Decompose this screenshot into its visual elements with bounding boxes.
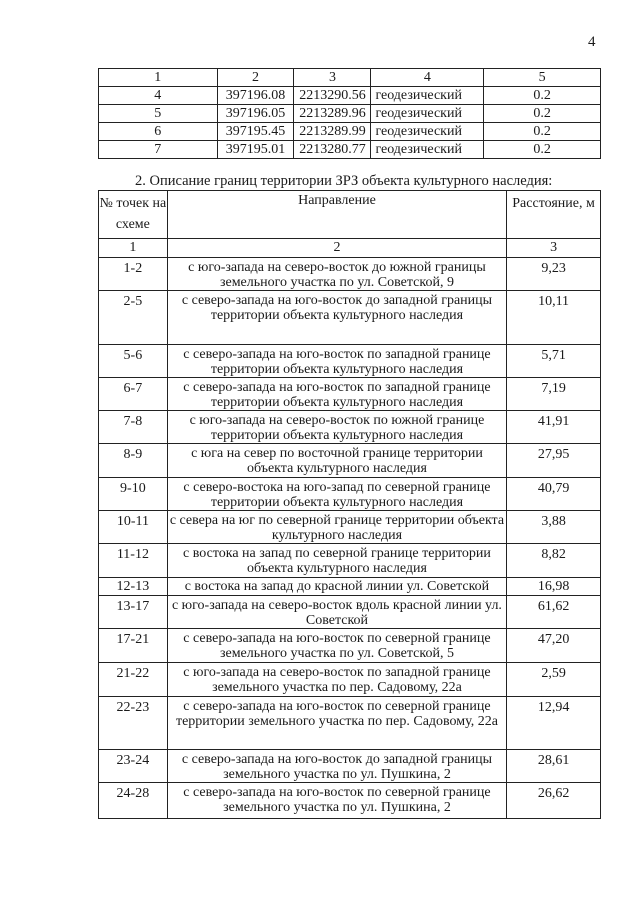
table-row bbox=[99, 783, 601, 819]
distance-cell: 40,79 bbox=[507, 478, 601, 511]
distance-cell: 47,20 bbox=[507, 629, 601, 663]
direction-cell: с юго-запада на северо-восток вдоль красной линии ул. Советской bbox=[167, 596, 506, 629]
points-cell: 2-5 bbox=[99, 291, 168, 345]
direction-cell: с северо-запада на юго-восток по северной границе земельного участка по ул. Пушкина, 2 bbox=[167, 783, 506, 819]
points-cell: 24-28 bbox=[99, 783, 168, 819]
points-cell: 22-23 bbox=[99, 697, 168, 750]
distance-cell: 7,19 bbox=[507, 378, 601, 411]
coord-y: 2213289.96 bbox=[294, 105, 371, 123]
distance-cell: 2,59 bbox=[507, 663, 601, 697]
distance-cell: 3,88 bbox=[507, 511, 601, 544]
points-cell: 23-24 bbox=[99, 750, 168, 783]
distance-cell: 61,62 bbox=[507, 596, 601, 629]
direction-cell: с востока на запад до красной линии ул. Советской bbox=[167, 578, 506, 596]
direction-cell: с юго-запада на северо-восток до южной границы земельного участка по ул. Советской, 9 bbox=[167, 258, 506, 291]
direction-cell: с северо-востока на юго-запад по северной границе территории объекта культурного наследия bbox=[167, 478, 506, 511]
table-row bbox=[99, 141, 601, 159]
table-row bbox=[99, 123, 601, 141]
distance-cell: 5,71 bbox=[507, 345, 601, 378]
points-cell: 21-22 bbox=[99, 663, 168, 697]
direction-cell: с северо-запада на юго-восток до западной границы земельного участка по ул. Пушкина, 2 bbox=[167, 750, 506, 783]
points-cell: 11-12 bbox=[99, 544, 168, 578]
table-row bbox=[99, 444, 601, 478]
distance-cell: 26,62 bbox=[507, 783, 601, 819]
coord-header-cell: 5 bbox=[484, 69, 601, 87]
coord-x: 397195.01 bbox=[217, 141, 294, 159]
table-row bbox=[99, 378, 601, 411]
column-number: 2 bbox=[167, 239, 506, 258]
points-cell: 17-21 bbox=[99, 629, 168, 663]
header-points: № точек на схеме bbox=[99, 191, 168, 239]
method: геодезический bbox=[371, 141, 484, 159]
table-row bbox=[99, 544, 601, 578]
table-row bbox=[99, 697, 601, 750]
table-row bbox=[99, 345, 601, 378]
distance-cell: 16,98 bbox=[507, 578, 601, 596]
borders-table-header bbox=[99, 191, 601, 239]
coord-x: 397196.08 bbox=[217, 87, 294, 105]
coord-y: 2213290.56 bbox=[294, 87, 371, 105]
direction-cell: с северо-запада на юго-восток по северной границе земельного участка по ул. Советской, 5 bbox=[167, 629, 506, 663]
direction-cell: с северо-запада на юго-восток по северной границе территории земельного участка по пер. Садовому, 22а bbox=[167, 697, 506, 750]
direction-cell: с юга на север по восточной границе территории объекта культурного наследия bbox=[167, 444, 506, 478]
accuracy: 0.2 bbox=[484, 105, 601, 123]
header-direction: Направление bbox=[167, 191, 506, 239]
points-cell: 9-10 bbox=[99, 478, 168, 511]
point-number: 5 bbox=[99, 105, 218, 123]
table-row bbox=[99, 596, 601, 629]
coord-y: 2213289.99 bbox=[294, 123, 371, 141]
points-cell: 1-2 bbox=[99, 258, 168, 291]
distance-cell: 9,23 bbox=[507, 258, 601, 291]
direction-cell: с северо-запада на юго-восток до западной границы территории объекта культурного наследия bbox=[167, 291, 506, 345]
column-number: 3 bbox=[507, 239, 601, 258]
coordinates-table bbox=[98, 68, 601, 159]
method: геодезический bbox=[371, 105, 484, 123]
table-row bbox=[99, 411, 601, 444]
column-number: 1 bbox=[99, 239, 168, 258]
distance-cell: 10,11 bbox=[507, 291, 601, 345]
coord-x: 397195.45 bbox=[217, 123, 294, 141]
direction-cell: с востока на запад по северной границе территории объекта культурного наследия bbox=[167, 544, 506, 578]
distance-cell: 27,95 bbox=[507, 444, 601, 478]
distance-cell: 12,94 bbox=[507, 697, 601, 750]
points-cell: 13-17 bbox=[99, 596, 168, 629]
point-number: 7 bbox=[99, 141, 218, 159]
table-row bbox=[99, 87, 601, 105]
direction-cell: с северо-запада на юго-восток по западной границе территории объекта культурного наследия bbox=[167, 378, 506, 411]
coord-header-cell: 2 bbox=[217, 69, 294, 87]
header-distance: Расстояние, м bbox=[507, 191, 601, 239]
point-number: 6 bbox=[99, 123, 218, 141]
points-cell: 6-7 bbox=[99, 378, 168, 411]
table-row bbox=[99, 105, 601, 123]
table-row bbox=[99, 258, 601, 291]
distance-cell: 8,82 bbox=[507, 544, 601, 578]
accuracy: 0.2 bbox=[484, 141, 601, 159]
method: геодезический bbox=[371, 87, 484, 105]
table-row bbox=[99, 629, 601, 663]
points-cell: 5-6 bbox=[99, 345, 168, 378]
table-row bbox=[99, 750, 601, 783]
direction-cell: с юго-запада на северо-восток по южной границе территории объекта культурного наследия bbox=[167, 411, 506, 444]
points-cell: 8-9 bbox=[99, 444, 168, 478]
section-title: 2. Описание границ территории ЗРЗ объекта культурного наследия: bbox=[135, 173, 553, 189]
table-row bbox=[99, 291, 601, 345]
borders-table bbox=[98, 190, 601, 819]
points-cell: 10-11 bbox=[99, 511, 168, 544]
direction-cell: с северо-запада на юго-восток по западной границе территории объекта культурного наследия bbox=[167, 345, 506, 378]
table-row bbox=[99, 663, 601, 697]
direction-cell: с севера на юг по северной границе территории объекта культурного наследия bbox=[167, 511, 506, 544]
table-row bbox=[99, 511, 601, 544]
points-cell: 7-8 bbox=[99, 411, 168, 444]
method: геодезический bbox=[371, 123, 484, 141]
distance-cell: 28,61 bbox=[507, 750, 601, 783]
coord-x: 397196.05 bbox=[217, 105, 294, 123]
column-numbers-row bbox=[99, 239, 601, 258]
point-number: 4 bbox=[99, 87, 218, 105]
coordinates-table-header bbox=[99, 69, 601, 87]
distance-cell: 41,91 bbox=[507, 411, 601, 444]
accuracy: 0.2 bbox=[484, 87, 601, 105]
coord-header-cell: 3 bbox=[294, 69, 371, 87]
coord-y: 2213280.77 bbox=[294, 141, 371, 159]
points-cell: 12-13 bbox=[99, 578, 168, 596]
accuracy: 0.2 bbox=[484, 123, 601, 141]
page-number: 4 bbox=[588, 34, 596, 50]
coord-header-cell: 1 bbox=[99, 69, 218, 87]
table-row bbox=[99, 478, 601, 511]
coord-header-cell: 4 bbox=[371, 69, 484, 87]
direction-cell: с юго-запада на северо-восток по западной границе земельного участка по пер. Садовому, 22а bbox=[167, 663, 506, 697]
table-row bbox=[99, 578, 601, 596]
